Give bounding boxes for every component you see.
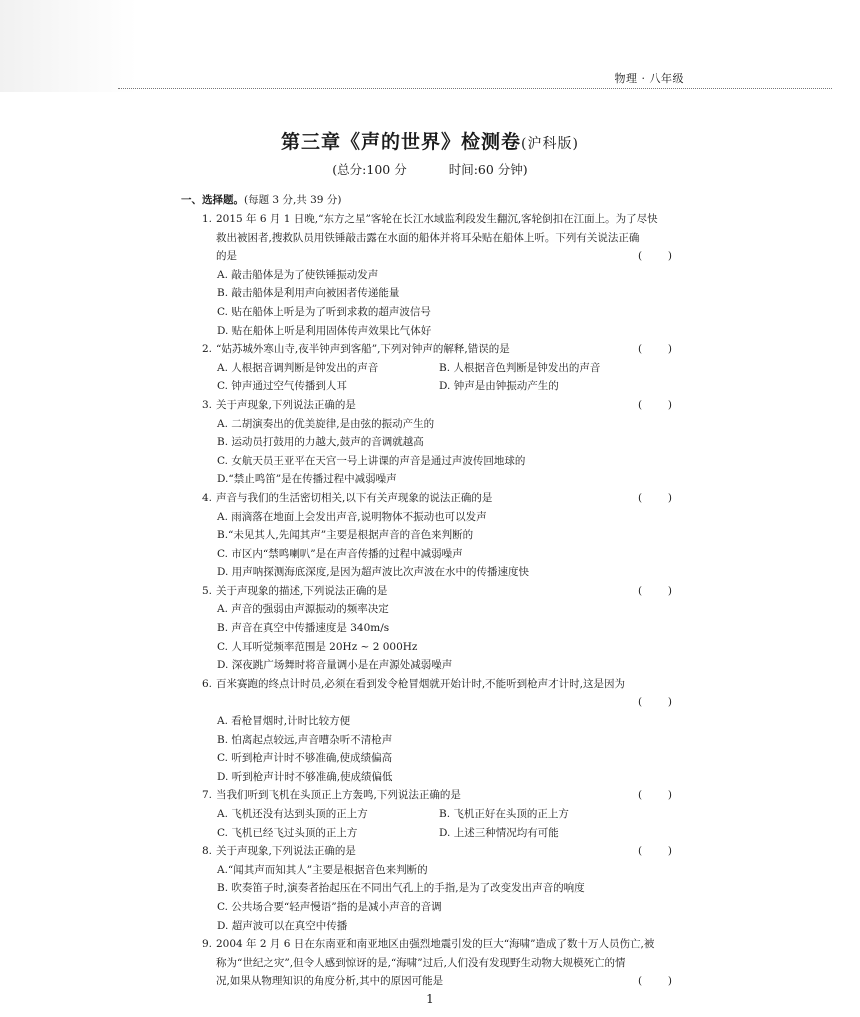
option-a: A.“闻其声而知其人”主要是根据音色来判断的 [217,863,428,876]
question-number: 9. [202,938,213,951]
question-stem: 3. 关于声现象,下列说法正确的是 ( ) [202,396,672,415]
option-b: B. 飞机正好在头顶的正上方 [439,808,569,820]
question-number: 8. [202,845,213,858]
answer-bracket: ( ) [638,789,672,802]
question [202,786,672,842]
question-stem: 2. “姑苏城外寒山寺,夜半钟声到客船”,下列对钟声的解释,错误的是 ( ) [202,340,672,359]
question [202,935,672,991]
option-a: A. 二胡演奏出的优美旋律,是由弦的振动产生的 [217,417,435,430]
question-stem: 8. 关于声现象,下列说法正确的是 ( ) [202,842,672,861]
section-title: 一、选择题。 [181,194,244,206]
option-c: C. 钟声通过空气传播到人耳 [217,380,347,393]
answer-bracket: ( ) [638,975,672,988]
exam-info [0,160,860,178]
question [202,675,672,787]
option-c: C. 公共场合要“轻声慢语”指的是减小声音的音调 [217,900,442,913]
question-stem: 7. 当我们听到飞机在头顶正上方轰鸣,下列说法正确的是 ( ) [202,786,672,805]
header-subject-grade: 物理 · 八年级 [614,72,684,85]
question-stem-line: 况,如果从物理知识的角度分析,其中的原因可能是 ( ) [202,972,672,991]
question [202,340,672,396]
option-b: B. 怕离起点较远,声音嘈杂听不清枪声 [217,733,393,746]
question-stem: 4. 声音与我们的生活密切相关,以下有关声现象的说法正确的是 ( ) [202,489,672,508]
section-heading [181,192,341,207]
option-c: C. 贴在船体上听是为了听到求救的超声波信号 [217,305,431,318]
option-c: C. 人耳听觉频率范围是 20Hz ~ 2 000Hz [217,640,418,653]
option-row [202,377,672,396]
option-b: B. 声音在真空中传播速度是 340m/s [217,622,390,635]
question [202,396,672,489]
answer-bracket: ( ) [638,584,672,597]
question-stem: 6. 百米赛跑的终点计时员,必须在看到发令枪冒烟就开始计时,不能听到枪声才计时,这是因为 [202,675,672,694]
option-a: A. 看枪冒烟时,计时比较方便 [217,715,351,728]
option-a: A. 雨滴落在地面上会发出声音,说明物体不振动也可以发声 [217,510,487,523]
question-stem-line: 救出被困者,搜救队员用铁锤敲击露在水面的船体并将耳朵贴在船体上听。下列有关说法正确 [216,231,640,244]
option-d: D. 钟声是由钟振动产生的 [439,380,559,393]
option-c: C. 市区内“禁鸣喇叭”是在声音传播的过程中减弱噪声 [217,547,463,560]
question-number: 6. [202,677,213,690]
question [202,842,672,935]
question-stem-line: 的是 ( ) [202,247,672,266]
option-a: A. 声音的强弱由声源振动的频率决定 [217,603,389,616]
page-number: 1 [426,992,434,1006]
section-note: (每题 3 分,共 39 分) [244,194,342,206]
option-row [202,805,672,824]
question-stem: 1. 2015 年 6 月 1 日晚,“东方之星”客轮在长江水域监利段发生翻沉,客轮倒扣在江面上。为了尽快 [202,210,672,229]
question-number: 7. [202,789,213,802]
option-a: A. 敲击船体是为了使铁锤振动发声 [217,268,379,281]
question-number: 1. [202,213,213,225]
question-stem: 9. 2004 年 2 月 6 日在东南亚和南亚地区由强烈地震引发的巨大“海啸”造成了数十万人员伤亡,被 [202,935,672,954]
option-c: C. 飞机已经飞过头顶的正上方 [217,826,358,839]
answer-bracket: ( ) [638,398,672,411]
option-b: B. 吹奏笛子时,演奏者抬起压在不同出气孔上的手指,是为了改变发出声音的响度 [217,882,585,895]
option-d: D.“禁止鸣笛”是在传播过程中减弱噪声 [217,473,397,486]
answer-bracket: ( ) [638,845,672,858]
question [202,210,672,340]
question-list [202,210,672,991]
option-d: D. 超声波可以在真空中传播 [217,919,348,932]
question-stem-line: 称为“世纪之灾”,但令人感到惊讶的是,“海啸”过后,人们没有发现野生动物大规模死亡的情 [216,956,626,969]
time-limit: 时间:60 分钟) [448,162,528,177]
option-b: B. 人根据音色判断是钟发出的声音 [439,361,601,374]
scan-edge-shade [0,0,138,92]
question-stem-line [202,693,672,712]
option-d: D. 用声呐探测海底深度,是因为超声波比次声波在水中的传播速度快 [217,566,530,579]
option-row [202,359,672,378]
page-title [0,127,860,154]
option-d: D. 深夜跳广场舞时将音量调小是在声源处减弱噪声 [217,659,453,672]
question-number: 2. [202,343,213,356]
option-d: D. 贴在船体上听是利用固体传声效果比气体好 [217,324,432,337]
option-d: D. 听到枪声计时不够准确,使成绩偏低 [217,770,393,783]
option-c: C. 听到枪声计时不够准确,使成绩偏高 [217,752,393,765]
question [202,582,672,675]
question-number: 3. [202,398,213,411]
answer-bracket: ( ) [638,491,672,504]
option-a: A. 飞机还没有达到头顶的正上方 [217,808,368,820]
answer-bracket: ( ) [638,343,672,356]
question-stem: 5. 关于声现象的描述,下列说法正确的是 ( ) [202,582,672,601]
question-number: 4. [202,491,213,504]
answer-bracket: ( ) [638,696,672,709]
option-c: C. 女航天员王亚平在天宫一号上讲课的声音是通过声波传回地球的 [217,454,526,467]
question-number: 5. [202,584,213,597]
option-d: D. 上述三种情况均有可能 [439,826,559,839]
title-main: 第三章《声的世界》检测卷 [281,131,522,153]
title-suffix: (沪科版) [521,136,579,152]
header-dotted-rule [118,88,832,89]
option-a: A. 人根据音调判断是钟发出的声音 [217,361,379,374]
option-row [202,824,672,843]
option-b: B.“未见其人,先闻其声”主要是根据声音的音色来判断的 [217,529,474,542]
answer-bracket: ( ) [638,250,672,263]
question [202,489,672,582]
total-score: (总分:100 分 [332,162,407,177]
option-b: B. 敲击船体是利用声向被困者传递能量 [217,287,400,300]
option-b: B. 运动员打鼓用的力越大,鼓声的音调就越高 [217,436,424,449]
